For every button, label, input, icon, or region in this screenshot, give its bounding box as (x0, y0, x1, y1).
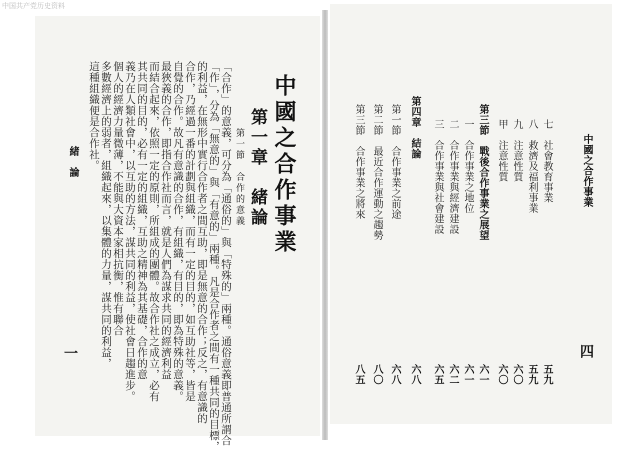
toc-entry-page: 六五 (432, 364, 443, 385)
toc-entry-page: 六一 (477, 364, 488, 385)
toc-entry-page: 八〇 (371, 364, 382, 385)
toc-entry-page: 六二 (447, 364, 458, 385)
paragraph-line: 「作」，分為「無意的」與「有意的」兩種。凡是合作者之間有一種共同的目標， (208, 61, 220, 452)
toc-entry-label: 甲 注意性質 (496, 119, 507, 182)
toc-entry-page: 六〇 (496, 364, 507, 385)
page-number: 四 (578, 344, 594, 359)
paragraph-line: 「合作」的意義，可分為「通俗的」與「特殊的」兩種。通俗意義即普通所謂合 (220, 61, 232, 446)
toc-entry-label: 第三節 合作事業之將來 (353, 104, 364, 220)
toc-entry-label: 第一節 合作事業之前途 (389, 104, 400, 220)
running-head: 中國之合作事業 (581, 134, 592, 208)
paragraph-line: 義乃在人類社會中，以互助的方法，謀共同的利益，使社會日趨進步。 (124, 61, 136, 402)
toc-entry-label: 第二節 最近合作運動之趨勢 (371, 104, 382, 241)
toc-entry-label: 三 合作事業與社會建設 (432, 119, 443, 235)
chapter-heading: 第一章 緒論 (247, 108, 267, 228)
paragraph-line: 其共同的目的，必有一定的組織，互助之精神為其基礎，合作的意 (136, 61, 148, 380)
page-number: 一 (62, 346, 78, 361)
toc-entry-page: 五九 (541, 364, 552, 385)
toc-entry-page: 八五 (353, 364, 364, 385)
toc-entry-label: 七 社會教育事業 (541, 119, 552, 203)
running-head: 緒 論 (67, 146, 78, 178)
toc-entry-label: 二 合作事業與經濟建設 (447, 119, 458, 235)
toc-entry-page: 六八 (409, 364, 420, 385)
paragraph-line: 而結合起來，依照一定的原則，所組成的團體。故合作社之成立，必有 (148, 61, 160, 402)
toc-entry-page: 五九 (526, 364, 537, 385)
paragraph-line: 最狹義的合作，即指合作社而言，就是人們為謀求共同的經濟利益 (160, 61, 172, 380)
paragraph-line: 的利益，在無形中實行合作者之間互助，即是無意的合作；反之，有意識的 (196, 61, 208, 424)
toc-entry-label: 八 救濟及福利事業 (526, 119, 537, 214)
paragraph-line: 這種組織便是合作社。 (88, 61, 100, 171)
toc-entry-page: 六八 (389, 364, 400, 385)
book-title: 中國之合作事業 (271, 74, 297, 256)
toc-entry-page: 六〇 (511, 364, 522, 385)
toc-entry-label: 第三節 戰後合作事業之展望 (477, 104, 488, 241)
toc-entry-label: 第四章 結論 (409, 96, 420, 159)
toc-entry-label: 九 注意性質 (511, 119, 522, 182)
paragraph-line: 合作，乃經過一番的計劃與組織，而有一定的目的，如互助社等，皆是 (184, 61, 196, 402)
paragraph-line: 多數經濟上的弱者，組織起來，以集體的力量，謀共同的利益， (100, 61, 112, 369)
watermark-text: 中国共产党历史资料 (2, 2, 65, 10)
toc-entry-label: 一 合作事業之地位 (462, 119, 473, 214)
paragraph-line: 個人的經濟力量微薄，不能與大資本家相抗衡，惟有聯合 (112, 61, 124, 336)
paragraph-line: 自覺的合作。故凡有意識的合作，有組織，有目的，即為特殊的意義。 (172, 61, 184, 402)
right-page (330, 4, 612, 424)
toc-entry-page: 六一 (462, 364, 473, 385)
left-page (35, 16, 320, 452)
section-heading: 第一節 合作的意義 (234, 128, 244, 227)
book-spine (322, 10, 328, 440)
